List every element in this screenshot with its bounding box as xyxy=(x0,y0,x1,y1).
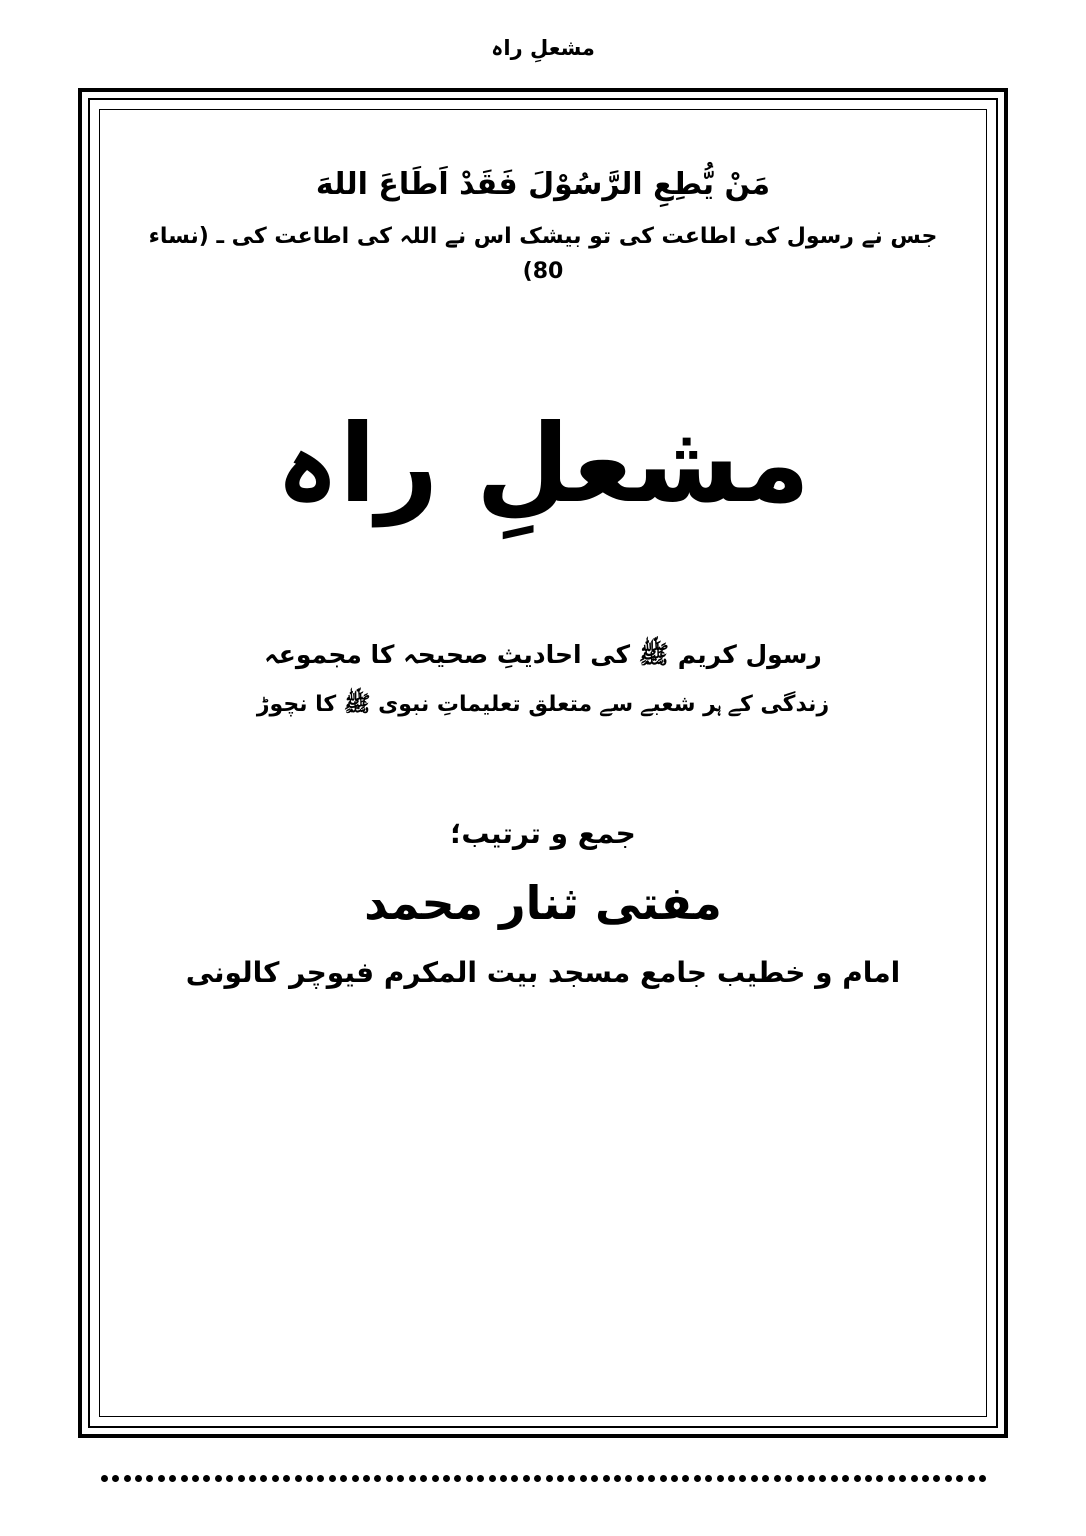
footer-dot xyxy=(340,1475,347,1482)
footer-dot xyxy=(477,1475,484,1482)
footer-dot xyxy=(933,1475,940,1482)
footer-dotted-rule xyxy=(100,1472,986,1484)
book-title: مشعلِ راہ xyxy=(275,402,811,528)
footer-dot xyxy=(409,1475,416,1482)
footer-dot xyxy=(842,1475,849,1482)
footer-dot xyxy=(249,1475,256,1482)
footer-dot xyxy=(146,1475,153,1482)
footer-dot xyxy=(739,1475,746,1482)
book-subtitle-primary: رسول کریم ﷺ کی احادیثِ صحیحہ کا مجموعہ xyxy=(264,640,822,670)
footer-dot xyxy=(397,1475,404,1482)
footer-dot xyxy=(432,1475,439,1482)
compiler-name: مفتی ثنار محمد xyxy=(364,875,722,930)
footer-dot xyxy=(694,1475,701,1482)
running-header: مشعلِ راہ xyxy=(491,36,595,60)
footer-dot xyxy=(956,1475,963,1482)
footer-dot xyxy=(203,1475,210,1482)
footer-dot xyxy=(682,1475,689,1482)
page-border-middle xyxy=(88,98,998,1428)
footer-dot xyxy=(101,1475,108,1482)
footer-dot xyxy=(762,1475,769,1482)
footer-dot xyxy=(124,1475,131,1482)
footer-dot xyxy=(454,1475,461,1482)
footer-dot xyxy=(591,1475,598,1482)
footer-dot xyxy=(808,1475,815,1482)
footer-dot xyxy=(899,1475,906,1482)
footer-dot xyxy=(557,1475,564,1482)
page-border-outer xyxy=(78,88,1008,1438)
footer-dot xyxy=(283,1475,290,1482)
footer-dot xyxy=(888,1475,895,1482)
compiler-label: جمع و ترتیب؛ xyxy=(450,816,636,850)
footer-dot xyxy=(181,1475,188,1482)
footer-dot xyxy=(705,1475,712,1482)
footer-dot xyxy=(272,1475,279,1482)
compiler-designation: امام و خطیب جامع مسجد بیت المکرم فیوچر کالونی xyxy=(185,955,901,989)
footer-dot xyxy=(260,1475,267,1482)
footer-dot xyxy=(306,1475,313,1482)
footer-dot xyxy=(511,1475,518,1482)
footer-dot xyxy=(443,1475,450,1482)
footer-dot xyxy=(614,1475,621,1482)
footer-dot xyxy=(112,1475,119,1482)
footer-dot xyxy=(728,1475,735,1482)
footer-dot xyxy=(831,1475,838,1482)
footer-dot xyxy=(135,1475,142,1482)
book-subtitle-secondary: زندگی کے ہر شعبے سے متعلق تعلیماتِ نبوی ﷺ کا نچوڑ xyxy=(256,691,830,717)
footer-dot xyxy=(785,1475,792,1482)
footer-dot xyxy=(523,1475,530,1482)
footer-dot xyxy=(945,1475,952,1482)
footer-dot xyxy=(238,1475,245,1482)
footer-dot xyxy=(580,1475,587,1482)
footer-dot xyxy=(751,1475,758,1482)
footer-dot xyxy=(329,1475,336,1482)
footer-dot xyxy=(226,1475,233,1482)
footer-dot xyxy=(603,1475,610,1482)
footer-dot xyxy=(819,1475,826,1482)
footer-dot xyxy=(374,1475,381,1482)
title-page-content xyxy=(100,110,986,1416)
footer-dot xyxy=(534,1475,541,1482)
footer-dot xyxy=(648,1475,655,1482)
footer-dot xyxy=(717,1475,724,1482)
footer-dot xyxy=(546,1475,553,1482)
footer-dot xyxy=(568,1475,575,1482)
footer-dot xyxy=(922,1475,929,1482)
footer-dot xyxy=(317,1475,324,1482)
footer-dot xyxy=(352,1475,359,1482)
footer-dot xyxy=(295,1475,302,1482)
footer-dot xyxy=(671,1475,678,1482)
footer-dot xyxy=(386,1475,393,1482)
footer-dot xyxy=(192,1475,199,1482)
footer-dot xyxy=(158,1475,165,1482)
footer-dot xyxy=(774,1475,781,1482)
footer-dot xyxy=(500,1475,507,1482)
footer-dot xyxy=(169,1475,176,1482)
page-border-inner xyxy=(99,109,987,1417)
footer-dot xyxy=(215,1475,222,1482)
footer-dot xyxy=(637,1475,644,1482)
footer-dot xyxy=(911,1475,918,1482)
footer-dot xyxy=(854,1475,861,1482)
footer-dot xyxy=(363,1475,370,1482)
epigraph-arabic-text: مَنْ يُّطِعِ الرَّسُوْلَ فَقَدْ اَطَاعَ اللهَ xyxy=(315,167,771,202)
footer-dot xyxy=(865,1475,872,1482)
footer-dot xyxy=(876,1475,883,1482)
footer-dot xyxy=(797,1475,804,1482)
epigraph-urdu-translation: جس نے رسول کی اطاعت کی تو بیشک اس نے اللہ کی اطاعت کی ـ (نساء 80) xyxy=(148,224,938,285)
footer-dot xyxy=(660,1475,667,1482)
footer-dot xyxy=(979,1475,986,1482)
footer-dot xyxy=(420,1475,427,1482)
footer-dot xyxy=(968,1475,975,1482)
footer-dot xyxy=(466,1475,473,1482)
footer-dot xyxy=(489,1475,496,1482)
footer-dot xyxy=(625,1475,632,1482)
